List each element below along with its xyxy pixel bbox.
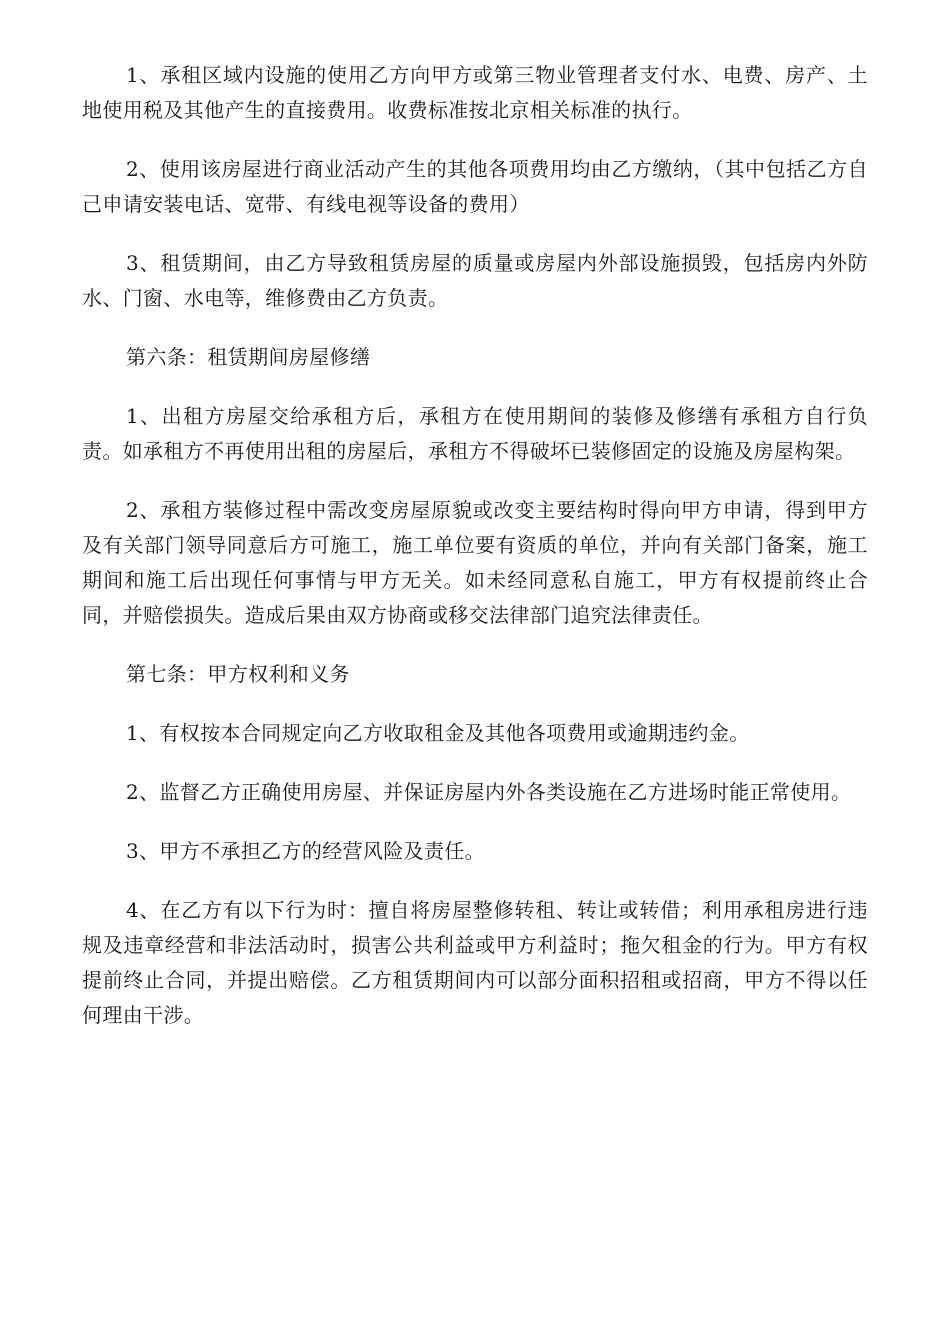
clause-5-item-1: 1、承租区域内设施的使用乙方向甲方或第三物业管理者支付水、电费、房产、土地使用税及其他产生的直接费用。收费标准按北京相关标准的执行。 (82, 63, 868, 122)
section-heading-article-6: 第六条：租赁期间房屋修缮 (126, 345, 371, 369)
clause-5-item-2: 2、使用该房屋进行商业活动产生的其他各项费用均由乙方缴纳，（其中包括乙方自己申请安装电话、宽带、有线电视等设备的费用） (82, 157, 868, 216)
section-heading-article-7: 第七条：甲方权利和义务 (126, 662, 350, 686)
clause-7-item-2: 2、监督乙方正确使用房屋、并保证房屋内外各类设施在乙方进场时能正常使用。 (126, 780, 852, 804)
clause-7-item-1: 1、有权按本合同规定向乙方收取租金及其他各项费用或逾期违约金。 (126, 721, 750, 745)
clause-6-item-1: 1、出租方房屋交给承租方后，承租方在使用期间的装修及修缮有承租方自行负责。如承租方不再使用出租的房屋后，承租方不得破坏已装修固定的设施及房屋构架。 (82, 404, 868, 463)
clause-5-item-3: 3、租赁期间，由乙方导致租赁房屋的质量或房屋内外部设施损毁，包括房内外防水、门窗、水电等，维修费由乙方负责。 (82, 251, 868, 310)
clause-6-item-2: 2、承租方装修过程中需改变房屋原貌或改变主要结构时得向甲方申请，得到甲方及有关部门领导同意后方可施工，施工单位要有资质的单位，并向有关部门备案，施工期间和施工后出现任何事情与甲方无关。如未经同意私自施工，甲方有权提前终止合同，并赔偿损失。造成后果由双方协商或移交法律部门追究法律责任。 (82, 498, 868, 627)
clause-7-item-3: 3、甲方不承担乙方的经营风险及责任。 (126, 839, 486, 863)
clause-7-item-4: 4、在乙方有以下行为时：擅自将房屋整修转租、转让或转借；利用承租房进行违规及违章经营和非法活动时，损害公共利益或甲方利益时；拖欠租金的行为。甲方有权提前终止合同，并提出赔偿。乙方租赁期间内可以部分面积招租或招商，甲方不得以任何理由干涉。 (82, 898, 868, 1027)
document-page (82, 58, 868, 1057)
